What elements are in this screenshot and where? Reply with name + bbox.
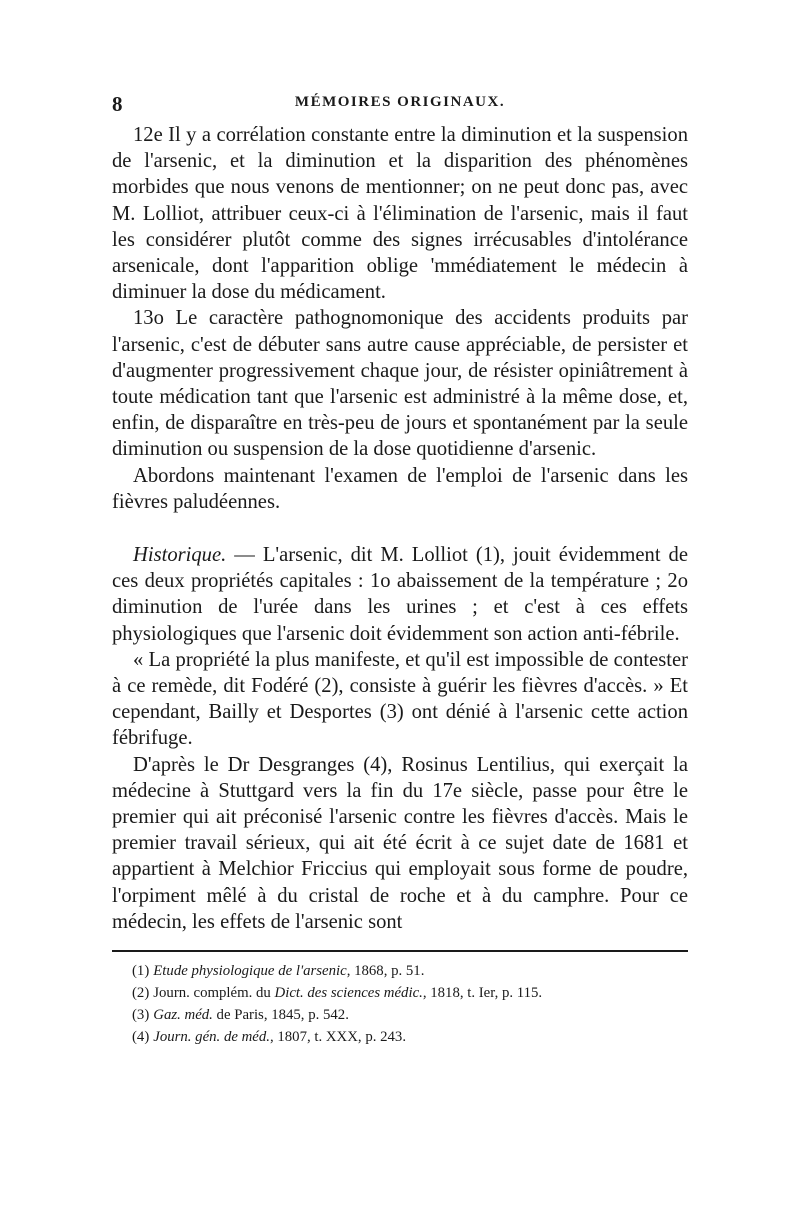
paragraph-fodere: « La propriété la plus manifeste, et qu'il est impossible de contester à ce remède, dit Fodéré (2), consiste à guérir les fièvres d'accès. » Et cependant, Bailly et Desportes (3) ont dénié à l'arsenic cette action fébrifuge. bbox=[112, 648, 688, 750]
footnote-number: (2) bbox=[132, 985, 150, 1002]
paragraph-historique bbox=[112, 542, 688, 647]
running-title: MÉMOIRES ORIGINAUX. bbox=[294, 94, 506, 110]
footnote-3 bbox=[112, 1004, 688, 1026]
page-number: 8 bbox=[112, 92, 123, 116]
book-page bbox=[112, 92, 688, 1048]
paragraph-desgranges: D'après le Dr Desgranges (4), Rosinus Lentilius, qui exerçait la médecine à Stuttgard vers la fin du 17e siècle, passe pour être le premier qui ait préconisé l'arsenic contre les fièvres d'accès. Mais le premier travail sérieux, qui ait été écrit à ce sujet date de 1681 et appartient à Melchior Friccius qui employait sous forme de poudre, l'orpiment mêlé à du cristal de roche et à du camphre. Pour ce médecin, les effets de l'arsenic sont bbox=[112, 753, 688, 933]
footnote-number: (4) bbox=[132, 1029, 150, 1046]
footnote-title: Etude physiologique de l'arsenic bbox=[153, 963, 347, 980]
paragraph-12: 12e Il y a corrélation constante entre la diminution et la suspension de l'arsenic, et la diminution et la disparition des phénomènes morbides que nous venons de mentionner; on ne peut donc pas, avec M. Lolliot, attribuer ceux-ci à l'élimination de l'arsenic, mais il faut les considérer plutôt comme des signes irrécusables d'intolérance arsenicale, dont l'apparition oblige 'mmédiatement le médecin à diminuer la dose du médicament. bbox=[112, 124, 688, 304]
footnote-ref: , 1807, t. XXX, p. 243. bbox=[269, 1029, 407, 1046]
footnote-rule bbox=[112, 950, 688, 952]
footnote-title: Dict. des sciences médic. bbox=[274, 985, 423, 1002]
footnote-number: (1) bbox=[132, 963, 150, 980]
footnote-2 bbox=[112, 982, 688, 1004]
historique-label: Historique. bbox=[133, 544, 227, 567]
footnote-number: (3) bbox=[132, 1007, 150, 1024]
section-gap bbox=[112, 515, 688, 542]
footnote-prefix: Journ. complém. du bbox=[153, 985, 275, 1002]
footnote-ref: , 1868, p. 51. bbox=[346, 963, 425, 980]
page-header bbox=[112, 92, 688, 122]
footnotes bbox=[112, 960, 688, 1048]
paragraph-13: 13o Le caractère pathognomonique des accidents produits par l'arsenic, c'est de débuter sans autre cause appréciable, de persister et d'augmenter progressivement chaque jour, de résister opiniâtrement à toute médication tant que l'arsenic est administré à la même dose, et, enfin, de disparaître en très-peu de jours et spontanément par la seule diminution ou suspension de la dose quotidienne d'arsenic. bbox=[112, 307, 688, 461]
historique-text: — L'arsenic, dit M. Lolliot (1), jouit évidemment de ces deux propriétés capitales : 1o abaissement de la température ; 2o diminution de l'urée dans les urines ; et c'est à ces effets physiologiques que l'arsenic doit évidemment son action anti-fébrile. bbox=[112, 544, 688, 645]
footnote-ref: de Paris, 1845, p. 542. bbox=[212, 1007, 349, 1024]
paragraph-abordons: Abordons maintenant l'examen de l'emploi de l'arsenic dans les fièvres paludéennes. bbox=[112, 464, 688, 513]
footnote-1 bbox=[112, 960, 688, 982]
body-text bbox=[112, 122, 688, 935]
footnote-ref: , 1818, t. Ier, p. 115. bbox=[422, 985, 543, 1002]
footnote-4 bbox=[112, 1026, 688, 1048]
footnote-title: Journ. gén. de méd. bbox=[153, 1029, 270, 1046]
footnote-title: Gaz. méd. bbox=[153, 1007, 213, 1024]
